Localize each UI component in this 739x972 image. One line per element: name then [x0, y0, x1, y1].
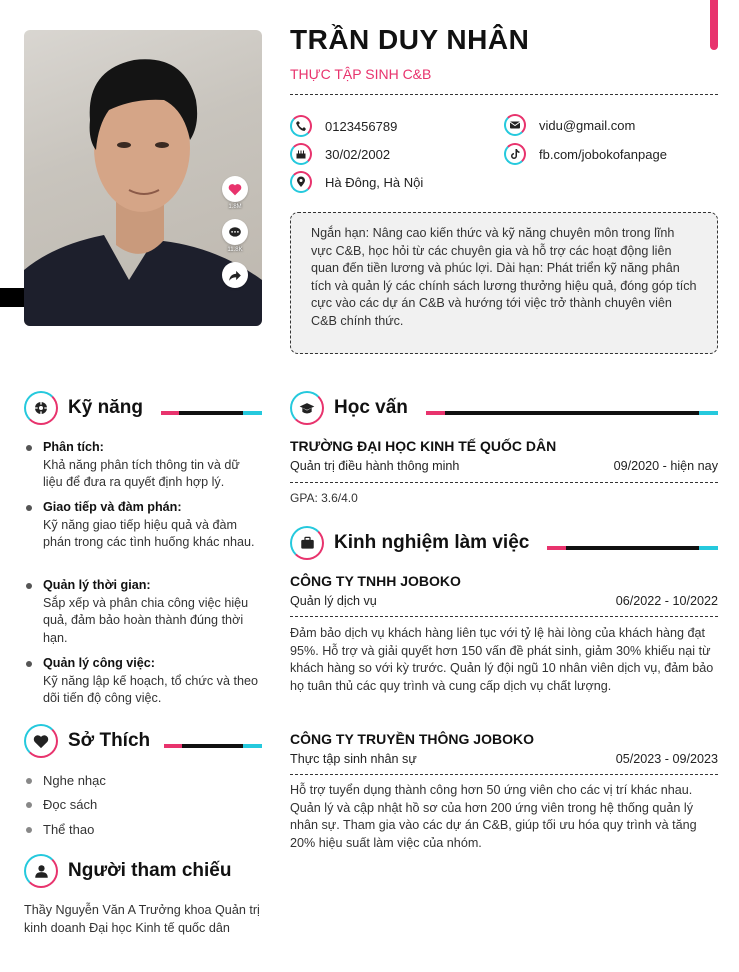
education-period: 09/2020 - hiện nay: [613, 459, 718, 473]
education-divider: [290, 482, 718, 483]
skill-desc: Khả năng phân tích thông tin và dữ liệu để đưa ra quyết định hợp lý.: [43, 457, 240, 489]
experience-title: Kinh nghiệm làm việc: [334, 532, 530, 553]
job-row: [290, 594, 718, 608]
mail-icon: [504, 114, 526, 136]
skill-desc: Kỹ năng lập kế hoạch, tổ chức và theo dõi tiến độ công việc.: [43, 673, 258, 705]
email-value: vidu@gmail.com: [539, 117, 636, 133]
skill-name: Quản lý công việc:: [43, 656, 155, 670]
like-button[interactable]: [222, 176, 248, 202]
hobby-item: Đọc sách: [26, 797, 97, 812]
skill-item: [26, 655, 262, 708]
skill-item: [26, 499, 262, 552]
tiktok-icon: [504, 143, 526, 165]
job-role: Thực tập sinh nhân sự: [290, 752, 417, 766]
heart-icon: [24, 724, 58, 758]
decorative-black-tab: [0, 288, 24, 307]
briefcase-icon: [290, 526, 324, 560]
skill-item: [26, 577, 262, 647]
graduation-cap-icon: [290, 391, 324, 425]
education-title-bar: [426, 411, 718, 415]
hobbies-title: Sở Thích: [68, 730, 151, 751]
skill-desc: Sắp xếp và phân chia công việc hiệu quả, đảm bảo hoàn thành đúng thời hạn.: [43, 595, 249, 645]
social-value: fb.com/jobokofanpage: [539, 146, 667, 162]
hobby-item: Nghe nhạc: [26, 773, 106, 788]
location-icon: [290, 171, 312, 193]
career-objective: Ngắn hạn: Nâng cao kiến thức và kỹ năng chuyên môn trong lĩnh vực C&B, học hỏi từ các chuyên gia và hỗ trợ các hoạt động liên quan đến tiền lương và phúc lợi. Dài hạn: Phát triển kỹ năng phân tích và quản lý các chính sách lương thưởng hiệu quả, đóng góp tích cực vào các dự án C&B và hướng tới việc trở thành chuyên viên C&B chính thức.: [290, 212, 718, 354]
company-name: CÔNG TY TNHH JOBOKO: [290, 573, 461, 589]
company-name: CÔNG TY TRUYỀN THÔNG JOBOKO: [290, 731, 534, 747]
reference-text: Thầy Nguyễn Văn A Trưởng khoa Quản trị kinh doanh Đại học Kinh tế quốc dân: [24, 903, 260, 935]
job-divider: [290, 774, 718, 775]
experience-title-bar: [547, 546, 718, 550]
phone-value: 0123456789: [325, 118, 398, 134]
job-divider: [290, 616, 718, 617]
social-actions: [220, 176, 250, 288]
profile-photo: [24, 30, 262, 326]
contact-phone: [290, 115, 397, 137]
heart-icon: [228, 183, 242, 196]
hobbies-title-bar: [164, 744, 262, 748]
share-icon: [228, 269, 242, 282]
contact-address: [290, 171, 423, 193]
skill-item: [26, 439, 262, 492]
brain-icon: [24, 391, 58, 425]
contact-birthday: [290, 143, 390, 165]
experience-header: [290, 526, 529, 560]
phone-icon: [290, 115, 312, 137]
share-button[interactable]: [222, 262, 248, 288]
skill-name: Giao tiếp và đàm phán:: [43, 500, 182, 514]
skills-title: Kỹ năng: [68, 397, 143, 418]
references-header: [24, 854, 231, 888]
job-period: 05/2023 - 09/2023: [615, 752, 718, 766]
skill-name: Phân tích:: [43, 440, 104, 454]
birthday-value: 30/02/2002: [325, 146, 391, 162]
references-title: Người tham chiếu: [68, 860, 232, 881]
skill-name: Quản lý thời gian:: [43, 578, 151, 592]
job-role: Quản lý dịch vụ: [290, 594, 377, 608]
cake-icon: [290, 143, 312, 165]
education-row: [290, 459, 718, 473]
job-description: Hỗ trợ tuyển dụng thành công hơn 50 ứng viên cho các vị trí khác nhau. Quản lý và cập nhật hồ sơ của hơn 200 ứng viên trong hệ thống quản lý nhân sự. Tham gia vào các dự án C&B, giúp tối ưu hóa quy trình và tăng 20% hiệu suất làm việc của nhóm.: [290, 783, 697, 850]
job-row: [290, 752, 718, 766]
job-period: 06/2022 - 10/2022: [615, 594, 718, 608]
skills-title-bar: [161, 411, 262, 415]
contact-email: [504, 114, 635, 136]
candidate-name: TRẦN DUY NHÂN: [290, 24, 530, 55]
school-name: TRƯỜNG ĐẠI HỌC KINH TẾ QUỐC DÂN: [290, 438, 557, 454]
hobbies-header: [24, 724, 150, 758]
skill-desc: Kỹ năng giao tiếp hiệu quả và đàm phán trong các tình huống khác nhau.: [43, 517, 255, 549]
user-icon: [24, 854, 58, 888]
education-title: Học vấn: [334, 397, 408, 418]
job-title: THỰC TẬP SINH C&B: [290, 66, 432, 82]
contact-social: [504, 143, 667, 165]
gpa: GPA: 3.6/4.0: [290, 491, 358, 505]
job-description: Đảm bảo dịch vụ khách hàng liên tục với tỷ lệ hài lòng của khách hàng đạt 95%. Hỗ trợ và giải quyết hơn 150 vấn đề phát sinh, giảm 30% khiếu nại từ khách hàng so với kỳ trước. Quản lý đội ngũ 10 nhân viên dịch vụ, đảm bảo họ tuân thủ các quy trình và cung cấp dịch vụ chất lượng.: [290, 626, 714, 693]
header-divider: [290, 94, 718, 95]
comment-button[interactable]: [222, 219, 248, 245]
comment-icon: [228, 226, 242, 239]
comments-count: 11.8K: [227, 247, 243, 253]
major: Quản trị điều hành thông minh: [290, 459, 460, 473]
likes-count: 1.8M: [228, 204, 242, 210]
education-header: [290, 391, 408, 425]
skills-header: [24, 391, 143, 425]
address-value: Hà Đông, Hà Nội: [325, 174, 424, 190]
hobby-item: Thể thao: [26, 822, 94, 837]
decorative-accent-bar: [710, 0, 718, 50]
